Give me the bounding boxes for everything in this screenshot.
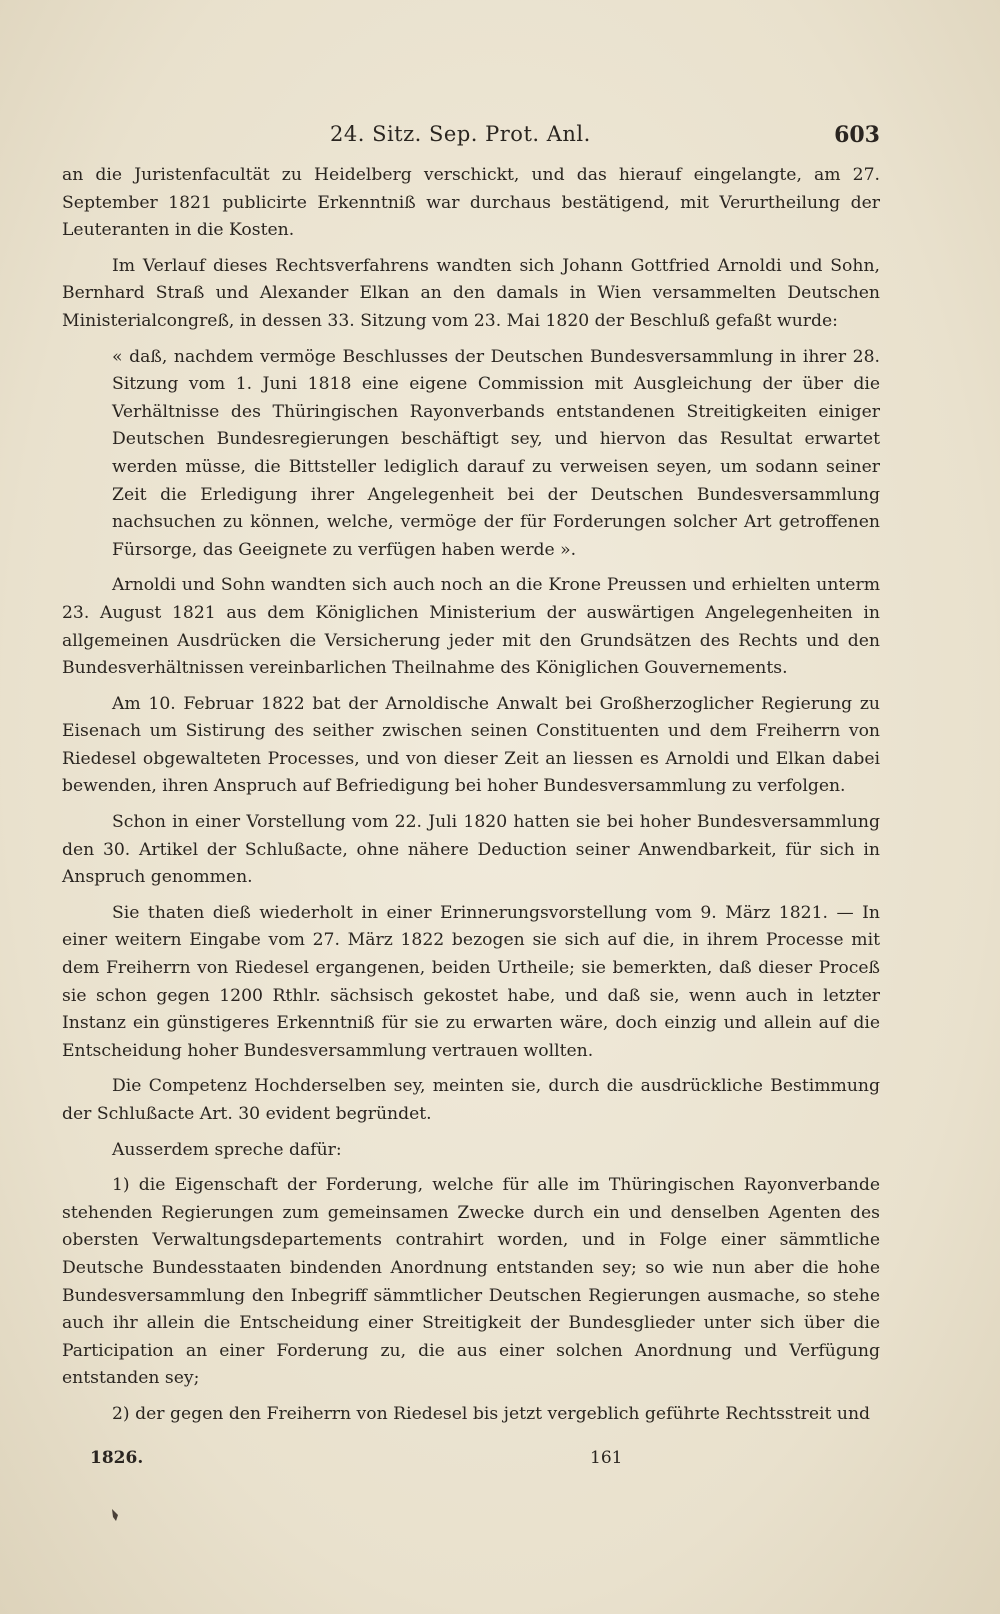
ink-spot-icon [110, 1508, 120, 1522]
body-text [62, 162, 880, 1437]
list-item: 1) die Eigenschaft der Forderung, welche für alle im Thüringischen Rayonverbande stehenden Regierungen zum gemeinsamen Zwecke durch ein und denselben Agenten des obersten Verwaltungsdepartements contrahirt worden, und in Folge einer sämmtliche Deutsche Bundesstaaten bindenden Anordnung entstanden sey; so wie nun aber die hohe Bundesversammlung den Inbegriff sämmtlicher Deutschen Regierungen ausmache, so stehe auch ihr allein die Entscheidung einer Streitigkeit der Bundesglieder unter sich über die Participation an einer Forderung zu, die aus einer solchen Anordnung und Verfügung entstanden sey; [62, 1175, 880, 1389]
signature-mark: 161 [590, 1448, 623, 1468]
paragraph: Ausserdem spreche dafür: [112, 1139, 342, 1160]
paragraph: an die Juristenfacultät zu Heidelberg verschickt, und das hierauf eingelangte, am 27. September 1821 publicirte Erkenntniß war durchaus bestätigend, mit Verurtheilung der Leuteranten in die Kosten. [62, 165, 880, 241]
quoted-resolution: « daß, nachdem vermöge Beschlusses der Deutschen Bundesversammlung in ihrer 28. Sitzung vom 1. Juni 1818 eine eigene Commission mit Ausgleichung der über die Verhältnisse des Thüringischen Rayonverbands entstandenen Streitigkeiten einiger Deutschen Bundesregierungen beschäftigt sey, und hiervon das Resultat erwartet werden müsse, die Bittsteller lediglich darauf zu verweisen seyen, um sodann seiner Zeit die Erledigung ihrer Angelegenheit bei der Deutschen Bundesversammlung nachsuchen zu können, welche, vermöge der für Forderungen solcher Art getroffenen Fürsorge, das Geeignete zu verfügen haben werde ». [112, 346, 880, 560]
paragraph: Im Verlauf dieses Rechtsverfahrens wandten sich Johann Gottfried Arnoldi und Sohn, Bernhard Straß und Alexander Elkan an den damals in Wien versammelten Deutschen Ministerialcongreß, in dessen 33. Sitzung vom 23. Mai 1820 der Beschluß gefaßt wurde: [62, 255, 880, 331]
page-header [60, 122, 880, 156]
paragraph: Schon in einer Vorstellung vom 22. Juli 1820 hatten sie bei hoher Bundesversammlung den 30. Artikel der Schlußacte, ohne nähere Deduction seiner Anwendbarkeit, für sich in Anspruch genommen. [62, 812, 880, 888]
running-head: 24. Sitz. Sep. Prot. Anl. [330, 122, 591, 146]
page-footer [90, 1448, 880, 1474]
paragraph: Sie thaten dieß wiederholt in einer Erinnerungsvorstellung vom 9. März 1821. — In einer weitern Eingabe vom 27. März 1822 bezogen sie sich auf die, in ihrem Processe mit dem Freiherrn von Riedesel ergangenen, beiden Urtheile; sie bemerkten, daß dieser Proceß sie schon gegen 1200 Rthlr. sächsisch gekostet habe, und daß sie, wenn auch in letzter Instanz ein günstigeres Erkenntniß für sie zu erwarten wäre, doch einzig und allein auf die Entscheidung hoher Bundesversammlung vertrauen wollten. [62, 902, 880, 1061]
paragraph: Am 10. Februar 1822 bat der Arnoldische Anwalt bei Großherzoglicher Regierung zu Eisenach um Sistirung des seither zwischen seinen Constituenten und dem Freiherrn von Riedesel obgewalteten Processes, und von dieser Zeit an liessen es Arnoldi und Elkan dabei bewenden, ihren Anspruch auf Befriedigung bei hoher Bundesversammlung zu verfolgen. [62, 693, 880, 797]
paragraph: Arnoldi und Sohn wandten sich auch noch an die Krone Preussen und erhielten unterm 23. August 1821 aus dem Königlichen Ministerium der auswärtigen Angelegenheiten in allgemeinen Ausdrücken die Versicherung jeder mit den Grundsätzen des Rechts und den Bundesverhältnissen vereinbarlichen Theilnahme des Königlichen Gouvernements. [62, 575, 880, 679]
paragraph: Die Competenz Hochderselben sey, meinten sie, durch die ausdrückliche Bestimmung der Schlußacte Art. 30 evident begründet. [62, 1076, 880, 1124]
page-number: 603 [834, 122, 880, 148]
footer-year: 1826. [90, 1448, 144, 1468]
list-item: 2) der gegen den Freiherrn von Riedesel bis jetzt vergeblich geführte Rechtsstreit und [112, 1403, 871, 1424]
